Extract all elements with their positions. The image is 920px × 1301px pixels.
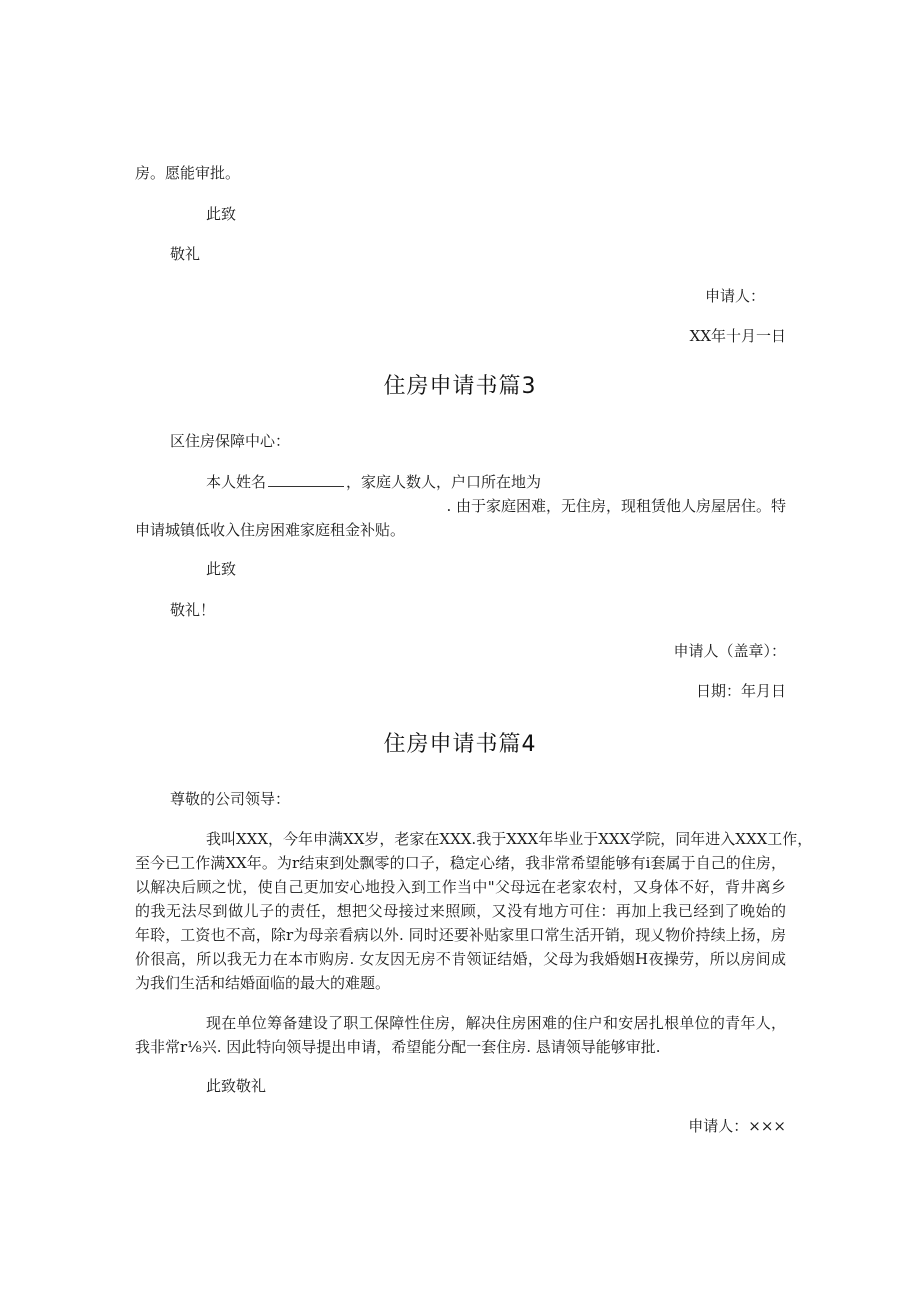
paragraph-line: 以解决后顾之忧，使自己更加安心地投入到工作当中"父母远在老家农村，又身体不好，背井离乡 (135, 878, 786, 896)
letter-date: XX年十月一日 (689, 327, 786, 345)
paragraph-line: 至今已工作满XX年。为r结束到处飘零的口子，稳定心绪，我非常希望能够有i套属于自己的住房， (135, 854, 786, 872)
regards: 敬礼！ (170, 601, 216, 619)
application-body-line: 申请城镇低收入住房困难家庭租金补贴。 (135, 521, 406, 539)
application-body-line: . 由于家庭困难，无住房，现租赁他人房屋居住。特 (446, 497, 786, 515)
application-body-line (206, 472, 541, 492)
salutation: 此致 (206, 205, 237, 223)
paragraph-line: 我非常r⅛兴. 因此特向领导提出申请，希望能分配一套住房. 恳请领导能够审批. (135, 1038, 661, 1056)
section-title: 住房申请书篇3 (383, 374, 537, 399)
applicant-label: 申请人：××× (688, 1117, 786, 1135)
recipient: 区住房保障中心： (170, 432, 291, 450)
salutation: 此致 (206, 560, 237, 578)
body-text: ，家庭人数人，户口所在地为 (346, 473, 542, 491)
letter-date: 日期：年月日 (695, 682, 786, 700)
body-text: 本人姓名 (206, 473, 267, 491)
paragraph-line: 年聆，工资也不高，除r为母亲看病以外. 同时还要补贴家里口常生活开销，现乂物价持续上扬，房 (135, 926, 786, 944)
paragraph-line: 现在单位筹备建设了职工保障性住房，解决住房困难的住户和安居扎根单位的青年人， (206, 1014, 786, 1032)
name-blank (268, 472, 344, 487)
paragraph-line: 价很高，所以我无力在本市购房. 女友因无房不肯领证结婚，父母为我婚姻H夜操劳，所以房间成 (135, 950, 786, 968)
section-title: 住房申请书篇4 (383, 732, 537, 757)
paragraph-line: 的我无法尽到做儿子的责任，想把父母接过来照顾，又没有地方可住：再加上我已经到了晚始的 (135, 902, 786, 920)
recipient: 尊敬的公司领导： (170, 790, 291, 808)
closing-text: 房。愿能审批。 (135, 164, 241, 182)
applicant-label: 申请人（盖章）： (673, 642, 786, 660)
paragraph-line: 为我们生活和结婚面临的最大的难题。 (135, 974, 391, 992)
applicant-label: 申请人： (704, 287, 765, 305)
paragraph-line: 我叫XXX，今年申满XX岁，老家在XXX.我于XXX年毕业于XXX学院，同年进入XXX工作， (206, 830, 813, 848)
closing: 此致敬礼 (206, 1077, 267, 1095)
regards: 敬礼 (170, 245, 201, 263)
